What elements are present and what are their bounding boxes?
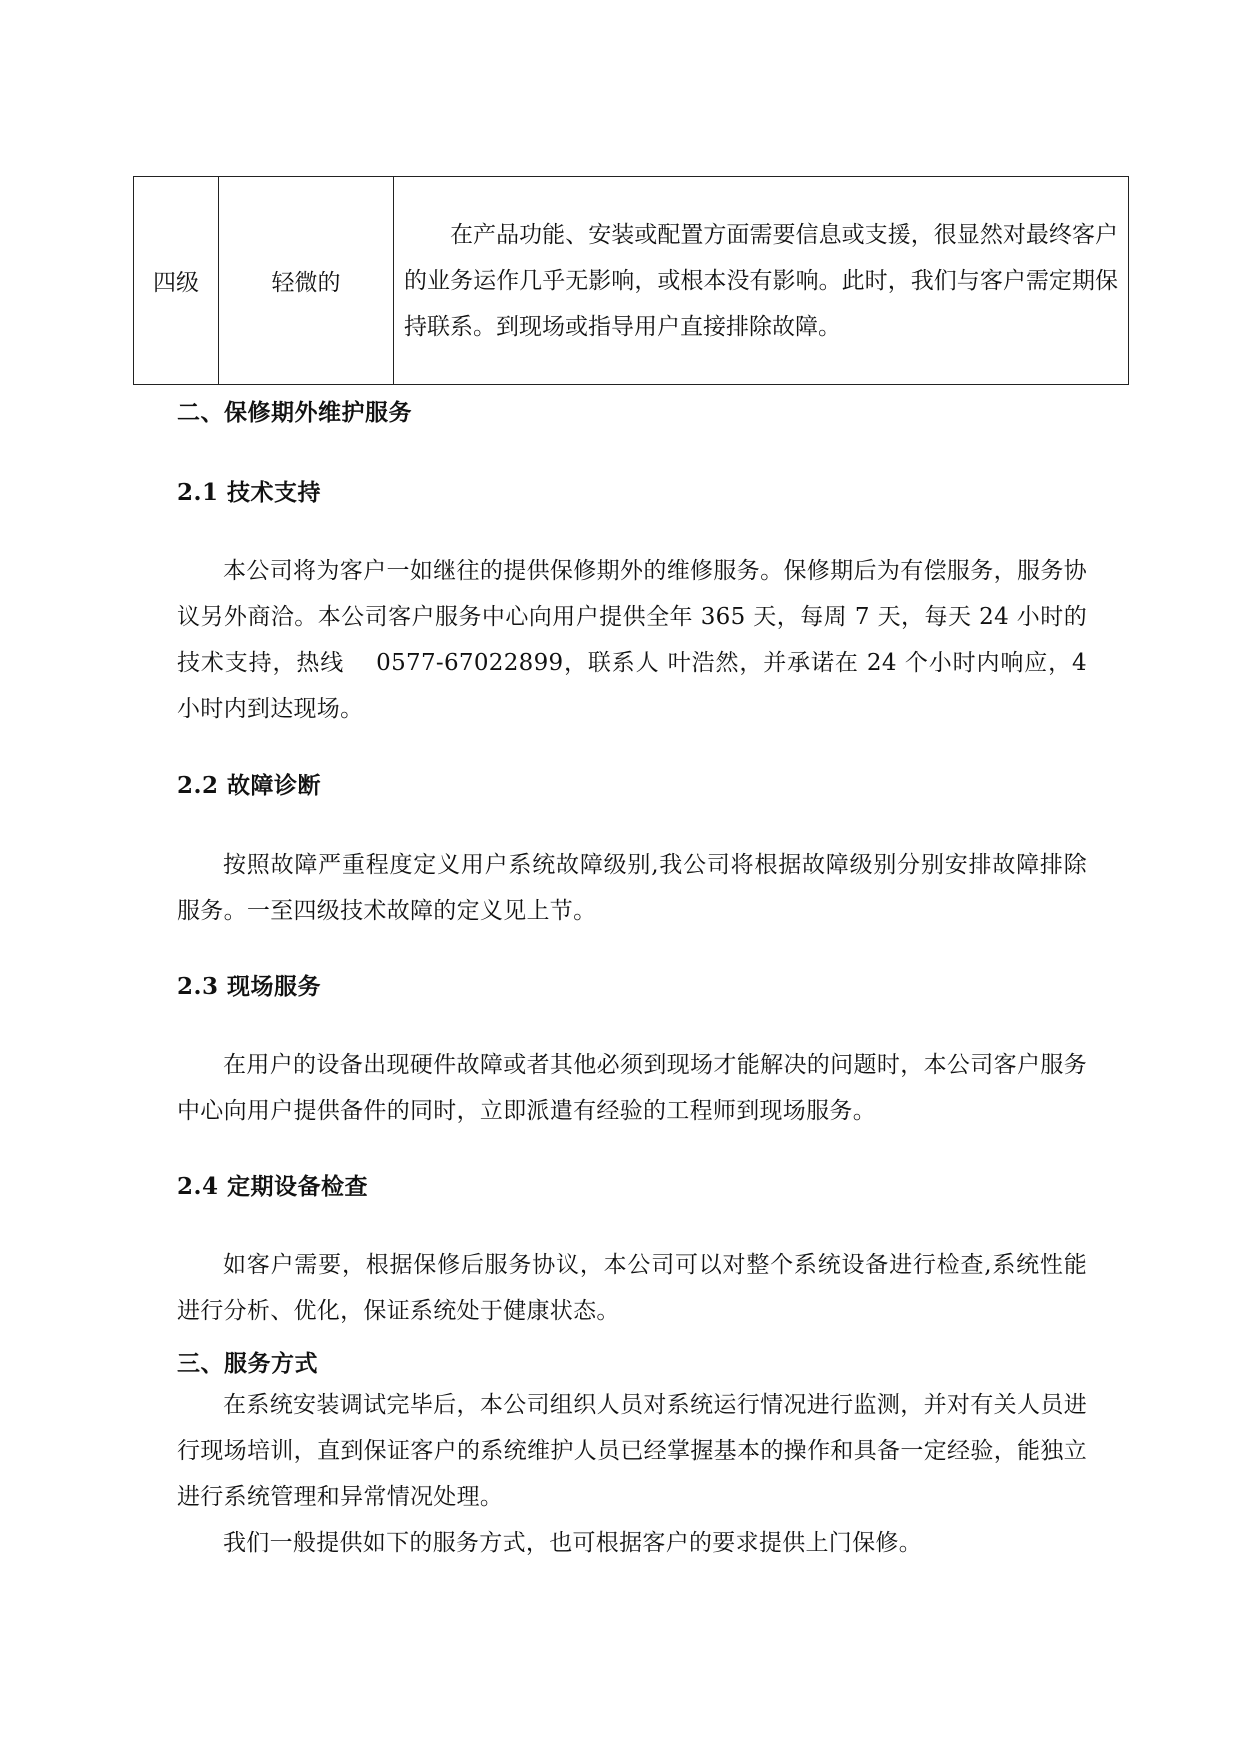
fault-description-cell <box>394 177 1129 385</box>
section-3-paragraph-2: 我们一般提供如下的服务方式，也可根据客户的要求提供上门保修。 <box>223 1530 922 1556</box>
section-3-heading-block <box>177 1345 1087 1378</box>
section-2-1-heading-block <box>177 474 1087 507</box>
table-row <box>134 177 1129 385</box>
section-2-2-body <box>177 842 1087 934</box>
section-3-heading: 三、服务方式 <box>177 1350 318 1377</box>
section-2-4-heading-block <box>177 1168 1087 1201</box>
section-2-1-paragraph: 本公司将为客户一如继往的提供保修期外的维修服务。保修期后为有偿服务，服务协议另外商洽。本公司客户服务中心向用户提供全年 365 天，每周 7 天，每天 24 小时的 技术支持，热线 0577-67022899，联系人 叶浩然，并承诺在 24 个小时内响应，4 小时内到达现场。 <box>177 558 1118 722</box>
section-2-heading-block <box>177 394 1087 427</box>
section-2-2-heading-block <box>177 767 1087 800</box>
fault-name-cell: 轻微的 <box>219 177 394 385</box>
section-2-2-heading: 2.2 故障诊断 <box>177 772 322 799</box>
section-2-4-paragraph: 如客户需要，根据保修后服务协议，本公司可以对整个系统设备进行检查,系统性能进行分析、优化，保证系统处于健康状态。 <box>177 1252 1087 1324</box>
section-2-3-paragraph: 在用户的设备出现硬件故障或者其他必须到现场才能解决的问题时，本公司客户服务中心向用户提供备件的同时，立即派遣有经验的工程师到现场服务。 <box>177 1052 1087 1124</box>
section-2-4-heading: 2.4 定期设备检查 <box>177 1173 369 1200</box>
fault-description-text: 在产品功能、安装或配置方面需要信息或支援，很显然对最终客户的业务运作几乎无影响，或根本没有影响。此时，我们与客户需定期保持联系。到现场或指导用户直接排除故障。 <box>404 221 1118 340</box>
section-2-2-paragraph: 按照故障严重程度定义用户系统故障级别,我公司将根据故障级别分别安排故障排除服务。一至四级技术故障的定义见上节。 <box>177 852 1087 924</box>
section-2-4-body <box>177 1242 1087 1334</box>
fault-level-cell: 四级 <box>134 177 219 385</box>
section-2-heading: 二、保修期外维护服务 <box>177 399 412 426</box>
section-3-paragraph-1: 在系统安装调试完毕后，本公司组织人员对系统运行情况进行监测，并对有关人员进行现场培训，直到保证客户的系统维护人员已经掌握基本的操作和具备一定经验，能独立进行系统管理和异常情况处理。 <box>177 1392 1087 1510</box>
fault-level-table <box>133 176 1129 385</box>
section-2-3-body <box>177 1042 1087 1134</box>
section-2-3-heading: 2.3 现场服务 <box>177 973 322 1000</box>
section-3-body <box>177 1382 1087 1566</box>
section-2-1-body <box>177 548 1118 732</box>
section-2-3-heading-block <box>177 968 1087 1001</box>
section-2-1-heading: 2.1 技术支持 <box>177 479 322 506</box>
